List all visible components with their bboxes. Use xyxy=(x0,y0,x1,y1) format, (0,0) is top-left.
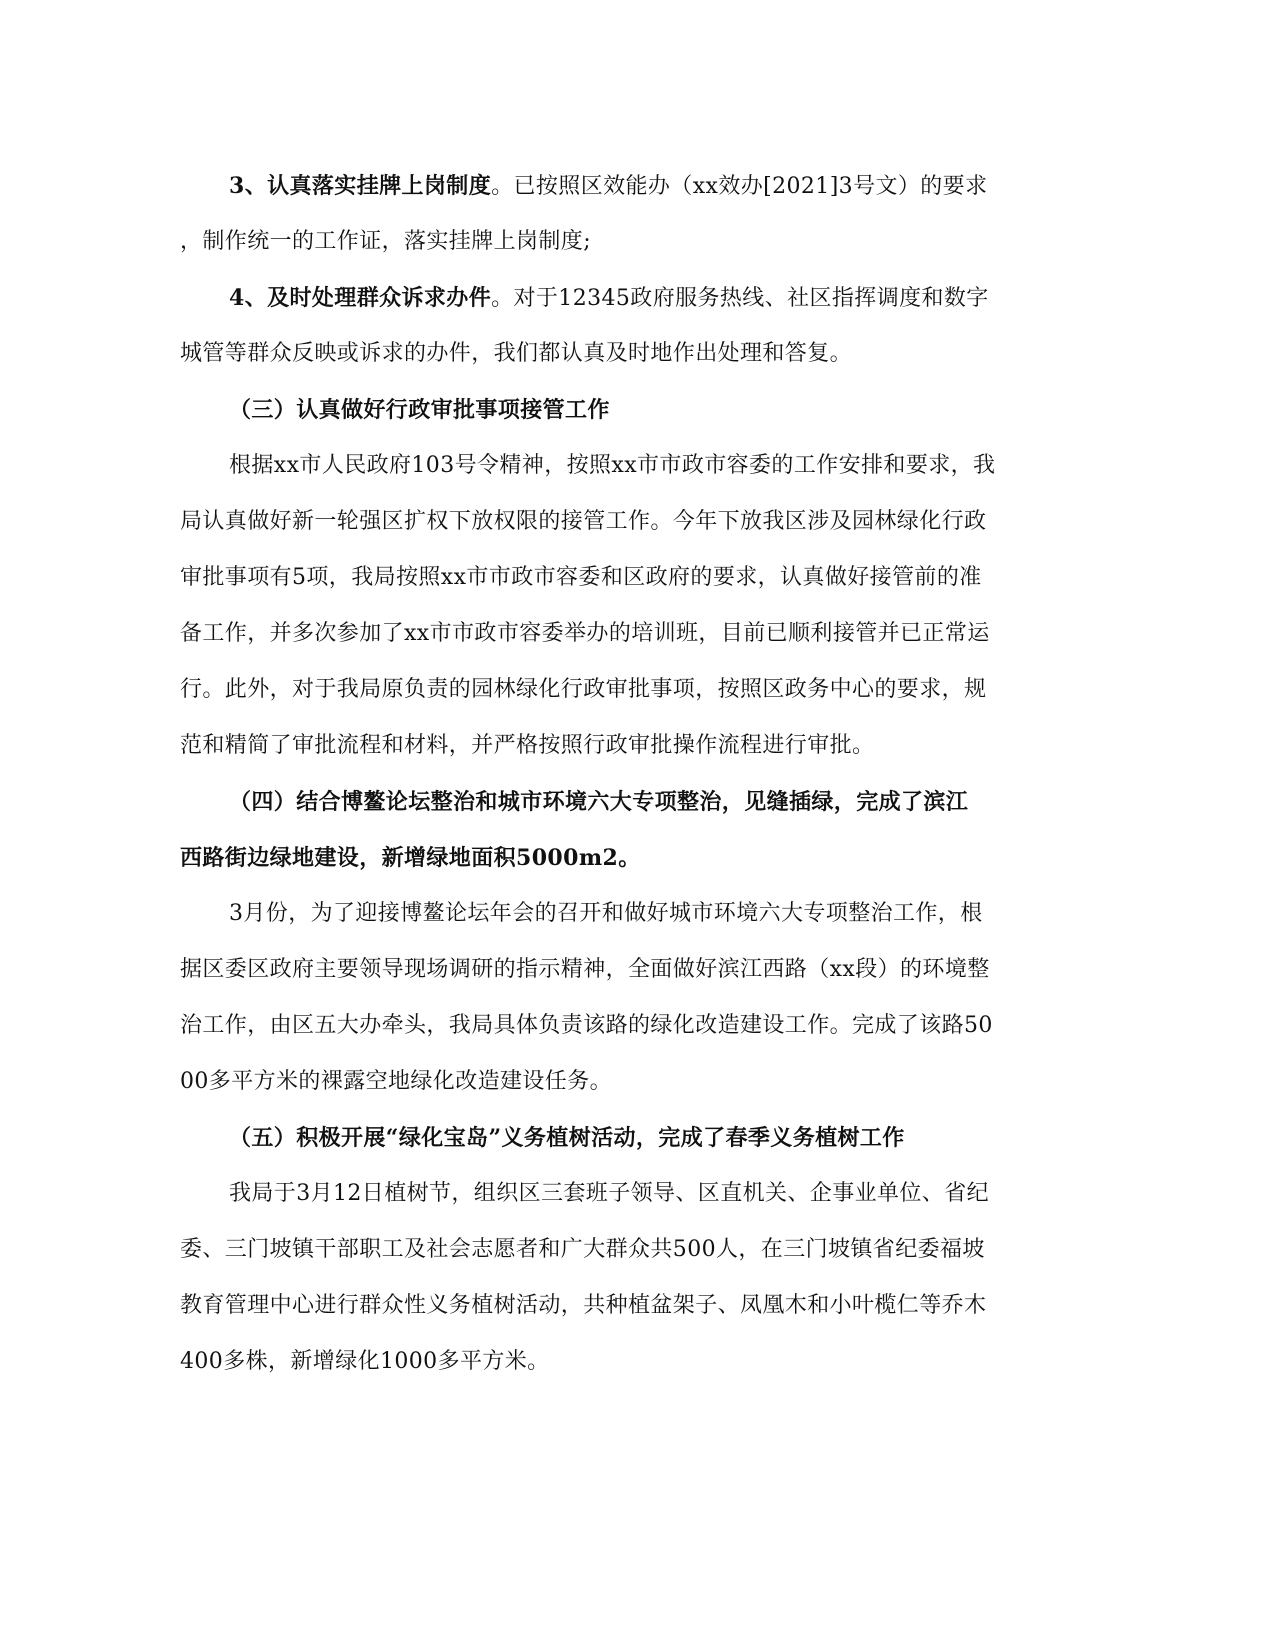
section4-paragraph-line: 3月份，为了迎接博鳌论坛年会的召开和做好城市环境六大专项整治工作，根 xyxy=(229,901,983,926)
section3-paragraph-line: 根据xx市人民政府103号令精神，按照xx市市政市容委的工作安排和要求，我 xyxy=(229,453,996,478)
section5-paragraph-line: 400多株，新增绿化1000多平方米。 xyxy=(180,1349,550,1374)
section3-paragraph-line: 局认真做好新一轮强区扩权下放权限的接管工作。今年下放我区涉及园林绿化行政 xyxy=(180,509,987,534)
item4-heading: 4、及时处理群众诉求办件 xyxy=(229,285,492,311)
item4-first-line xyxy=(229,283,989,314)
item3-heading: 3、认真落实挂牌上岗制度 xyxy=(229,173,492,199)
section5-heading: （五）积极开展“绿化宝岛”义务植树活动，完成了春季义务植树工作 xyxy=(229,1125,905,1151)
section3-paragraph-line: 审批事项有5项，我局按照xx市市政市容委和区政府的要求，认真做好接管前的准 xyxy=(180,565,982,590)
item3-text-1: 。已按照区效能办（xx效办[2021]3号文）的要求 xyxy=(491,174,988,199)
section5-paragraph-line: 我局于3月12日植树节，组织区三套班子领导、区直机关、企事业单位、省纪 xyxy=(229,1181,989,1206)
item4-text-2: 城管等群众反映或诉求的办件，我们都认真及时地作出处理和答复。 xyxy=(180,341,853,366)
section5-paragraph-line: 委、三门坡镇干部职工及社会志愿者和广大群众共500人，在三门坡镇省纪委福坡 xyxy=(180,1237,985,1262)
section4-paragraph-line: 治工作，由区五大办牵头，我局具体负责该路的绿化改造建设工作。完成了该路50 xyxy=(180,1013,993,1038)
item3-text-2: ，制作统一的工作证，落实挂牌上岗制度; xyxy=(180,229,592,254)
section3-paragraph-line: 行。此外，对于我局原负责的园林绿化行政审批事项，按照区政务中心的要求，规 xyxy=(180,677,987,702)
section4-heading: （四）结合博鳌论坛整治和城市环境六大专项整治，见缝插绿，完成了滨江 xyxy=(229,789,969,815)
section5-paragraph-line: 教育管理中心进行群众性义务植树活动，共种植盆架子、凤凰木和小叶榄仁等乔木 xyxy=(180,1293,987,1318)
item4-text-1: 。对于12345政府服务热线、社区指挥调度和数字 xyxy=(491,286,989,311)
section4-heading: 西路街边绿地建设，新增绿地面积5000m2。 xyxy=(180,845,641,871)
section3-heading: （三）认真做好行政审批事项接管工作 xyxy=(229,397,610,423)
section4-paragraph-line: 00多平方米的裸露空地绿化改造建设任务。 xyxy=(180,1069,612,1094)
section3-paragraph-line: 备工作，并多次参加了xx市市政市容委举办的培训班，目前已顺利接管并已正常运 xyxy=(180,621,990,646)
section4-paragraph-line: 据区委区政府主要领导现场调研的指示精神，全面做好滨江西路（xx段）的环境整 xyxy=(180,957,990,982)
section3-paragraph-line: 范和精简了审批流程和材料，并严格按照行政审批操作流程进行审批。 xyxy=(180,733,875,758)
item3-first-line xyxy=(229,171,987,202)
